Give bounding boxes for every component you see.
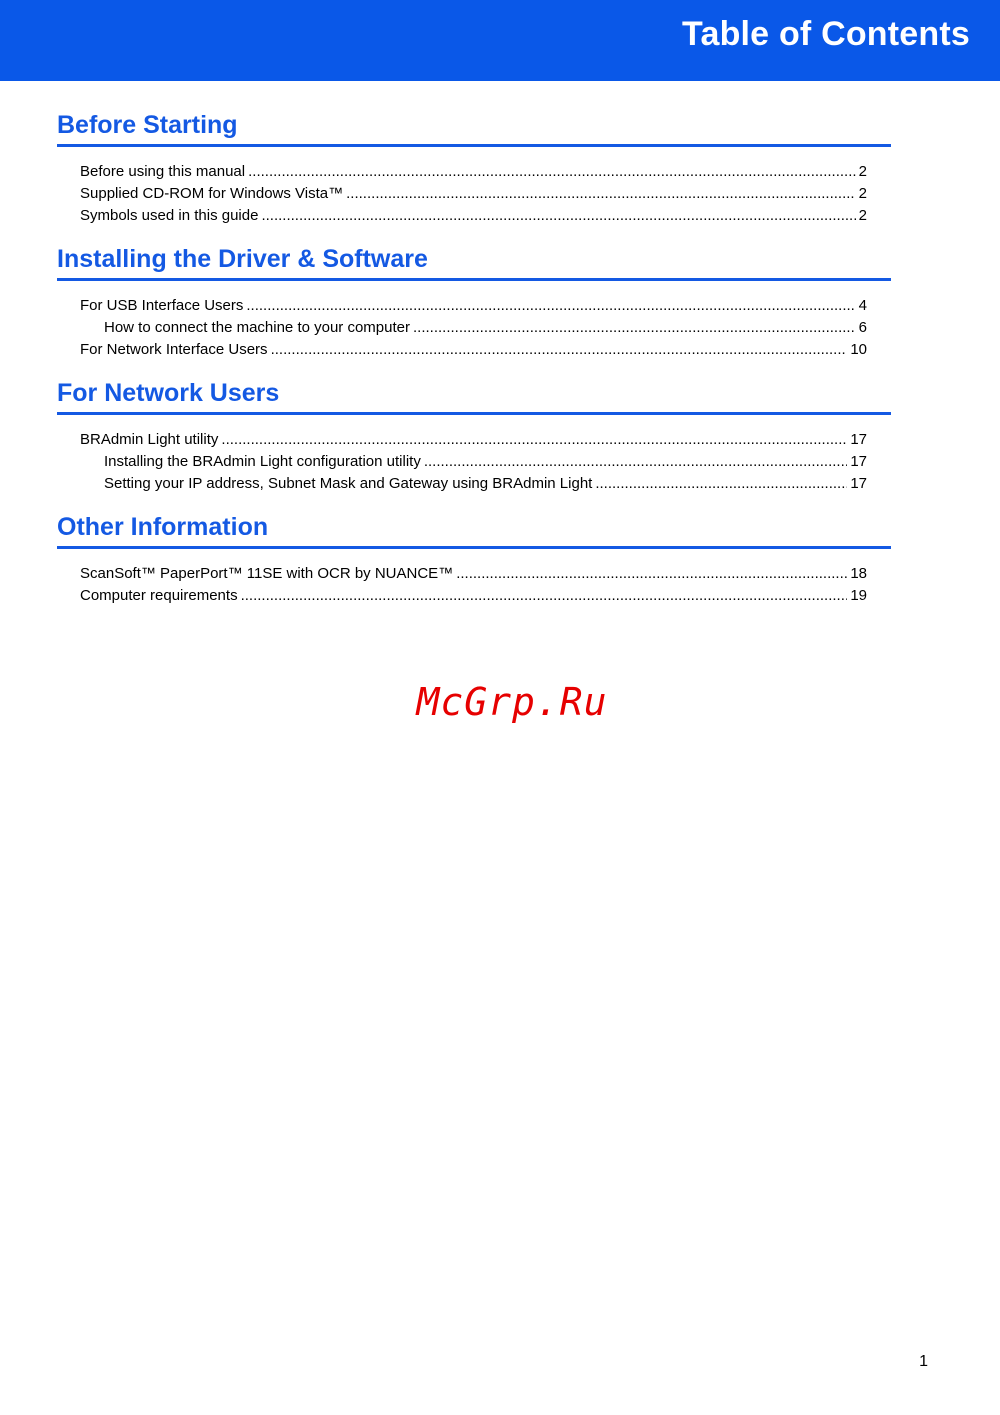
dot-leader [221,429,847,451]
toc-entry-list [57,429,891,495]
toc-entry[interactable] [80,563,867,585]
toc-entry[interactable] [80,295,867,317]
toc-entry-title: Symbols used in this guide [80,207,259,224]
toc-entry-title: Before using this manual [80,163,246,180]
header-banner [0,0,1000,81]
dot-leader [241,585,848,607]
dot-leader [261,205,855,227]
dot-leader [456,563,847,585]
toc-entry[interactable] [80,585,867,607]
toc-entry-page: 17 [850,475,867,492]
toc-entry-title: Supplied CD-ROM for Windows Vista™ [80,185,344,202]
toc-entry-title: Installing the BRAdmin Light configuration utility [104,453,421,470]
toc-entry[interactable] [104,451,867,473]
dot-leader [346,183,856,205]
dot-leader [595,473,847,495]
watermark-text: McGrp.Ru [416,680,608,724]
toc-entry-title: Setting your IP address, Subnet Mask and Gateway using BRAdmin Light [104,475,593,492]
toc-entry-page: 6 [858,319,867,336]
toc-entry[interactable] [80,183,867,205]
toc-entry-title: ScanSoft™ PaperPort™ 11SE with OCR by NUANCE™ [80,565,454,582]
dot-leader [424,451,847,473]
toc-section-installing-driver [57,244,891,361]
toc-entry-page: 2 [858,185,867,202]
toc-entry[interactable] [80,339,867,361]
page-title: Table of Contents [682,15,970,53]
toc-section-network-users [57,378,891,495]
toc-entry[interactable] [104,317,867,339]
toc-entry-title: Computer requirements [80,587,238,604]
toc-entry-page: 2 [858,207,867,224]
toc-entry-page: 4 [858,297,867,314]
toc-entry-list [57,295,891,361]
dot-leader [413,317,856,339]
toc-entry-page: 19 [850,587,867,604]
toc-entry-title: BRAdmin Light utility [80,431,219,448]
toc-entry[interactable] [104,473,867,495]
section-heading: For Network Users [57,378,891,415]
toc-entry[interactable] [80,429,867,451]
dot-leader [271,339,848,361]
section-heading: Installing the Driver & Software [57,244,891,281]
toc-entry-page: 17 [850,453,867,470]
toc-entry-page: 18 [850,565,867,582]
dot-leader [246,295,855,317]
toc-entry-list [57,161,891,227]
toc-entry[interactable] [80,205,867,227]
section-heading: Before Starting [57,110,891,147]
table-of-contents [57,110,891,624]
toc-entry-page: 17 [850,431,867,448]
toc-entry-title: How to connect the machine to your computer [104,319,410,336]
toc-entry-title: For USB Interface Users [80,297,244,314]
section-heading: Other Information [57,512,891,549]
toc-entry-page: 10 [850,341,867,358]
toc-entry-list [57,563,891,607]
dot-leader [248,161,856,183]
toc-section-other-information [57,512,891,607]
toc-section-before-starting [57,110,891,227]
toc-entry-title: For Network Interface Users [80,341,268,358]
toc-entry-page: 2 [858,163,867,180]
toc-entry[interactable] [80,161,867,183]
page-number: 1 [919,1353,928,1370]
